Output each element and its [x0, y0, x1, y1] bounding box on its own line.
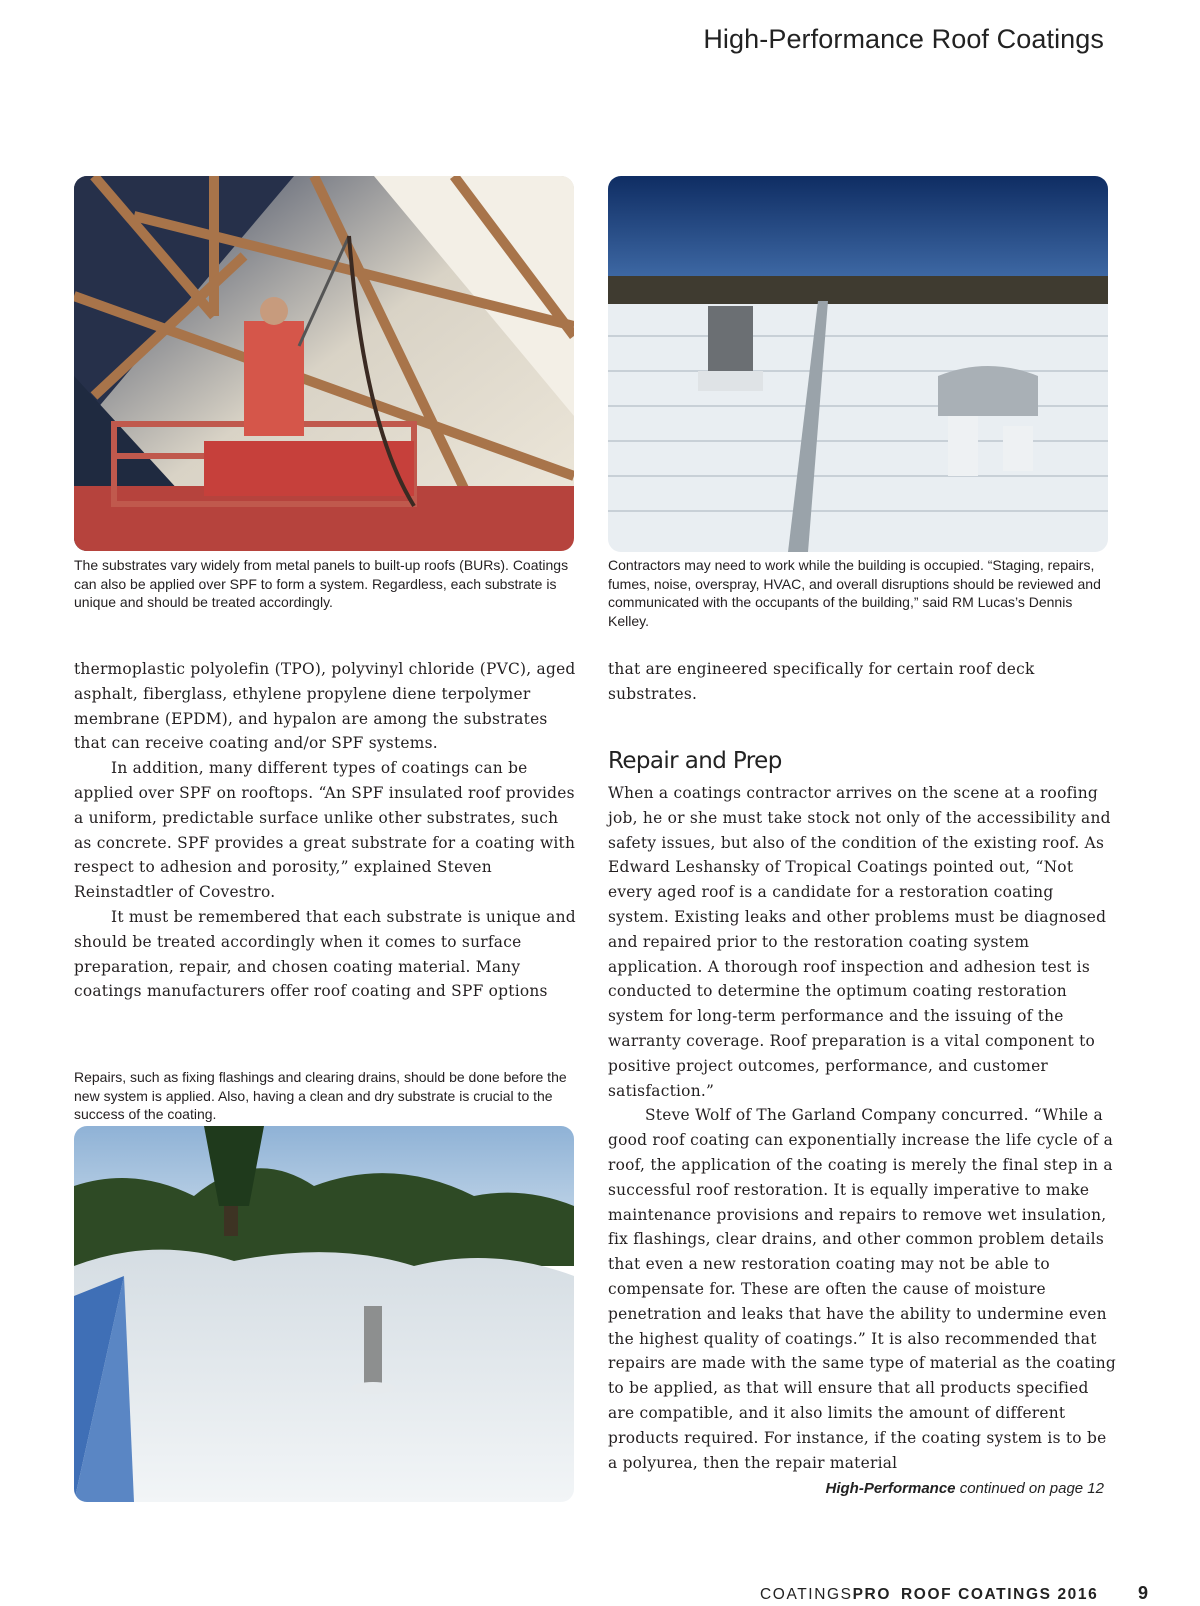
figure-caption: Contractors may need to work while the building is occupied. “Staging, repairs, fumes, noise, overspray, HVAC, and overall disruptions should be reviewed and communicated with the occupants of the building,” said RM Lucas’s Dennis Kelley.	[608, 557, 1101, 629]
footer-issue: ROOF COATINGS 2016	[901, 1586, 1099, 1603]
body-paragraph: It must be remembered that each substrate is unique and should be treated accordingly when it comes to surface preparation, repair, and chosen coating material. Many coatings manufacturers offer roof coating and SPF options	[74, 907, 576, 1001]
continued-note-rest: continued on page 12	[955, 1480, 1104, 1497]
footer-publication-bold: PRO	[852, 1586, 891, 1603]
section-heading: Repair and Prep	[608, 748, 782, 774]
foam-roof-vent-photo	[74, 1126, 574, 1502]
footer-publication	[760, 1586, 1098, 1604]
spray-foam-interior-photo	[74, 176, 574, 551]
body-paragraph: In addition, many different types of coatings can be applied over SPF on rooftops. “An SPF insulated roof provides a uniform, predictable surface unlike other substrates, such as concrete. SPF provides a great substrate for a coating with respect to adhesion and porosity,” explained Steven Reinstadtler of Covestro.	[74, 759, 576, 902]
right-column-text	[608, 781, 1116, 1475]
white-metal-roof-photo	[608, 176, 1108, 552]
running-header: High-Performance Roof Coatings	[703, 24, 1104, 54]
figure-caption: Repairs, such as fixing flashings and clearing drains, should be done before the new system is applied. Also, having a clean and dry substrate is crucial to the success of the coating.	[74, 1069, 567, 1122]
body-paragraph: When a coatings contractor arrives on the scene at a roofing job, he or she must take stock not only of the accessibility and safety issues, but also of the condition of the existing roof. As Edward Leshansky of Tropical Coatings pointed out, “Not every aged roof is a candidate for a restoration coating system. Existing leaks and other problems must be diagnosed and repaired prior to the restoration coating system application. A thorough roof inspection and adhesion test is conducted to determine the optimum coating restoration system for long-term performance and the issuing of the warranty coverage. Roof preparation is a vital component to positive project outcomes, performance, and customer satisfaction.”	[608, 784, 1111, 1100]
left-column-text	[74, 657, 576, 1004]
continued-note	[826, 1480, 1105, 1497]
continued-note-bold: High-Performance	[825, 1480, 956, 1497]
figure-caption: The substrates vary widely from metal panels to built-up roofs (BURs). Coatings can also be applied over SPF to form a system. Regardless, each substrate is unique and should be treated accordingly.	[74, 557, 569, 610]
body-paragraph: Steve Wolf of The Garland Company concurred. “While a good roof coating can exponentially increase the life cycle of a roof, the application of the coating is merely the final step in a successful roof restoration. It is equally imperative to make maintenance provisions and repairs to remove wet insulation, fix flashings, clear drains, and other common problem details that even a new restoration coating may not be able to compensate for. These are often the cause of moisture penetration and leaks that have the ability to undermine even the highest quality of coatings.” It is also recommended that repairs are made with the same type of material as the coating to be applied, as that will ensure that all products specified are compatible, and it also limits the amount of different products required. For instance, if the coating system is to be a polyurea, then the repair material	[608, 1106, 1116, 1472]
page-number: 9	[1138, 1583, 1149, 1603]
right-column-intro: that are engineered specifically for certain roof deck substrates.	[608, 660, 1035, 703]
body-paragraph: thermoplastic polyolefin (TPO), polyvinyl chloride (PVC), aged asphalt, fiberglass, ethylene propylene diene terpolymer membrane (EPDM), and hypalon are among the substrates that can receive coating and/or SPF systems.	[74, 660, 576, 753]
footer-publication-light: COATINGS	[760, 1586, 853, 1603]
